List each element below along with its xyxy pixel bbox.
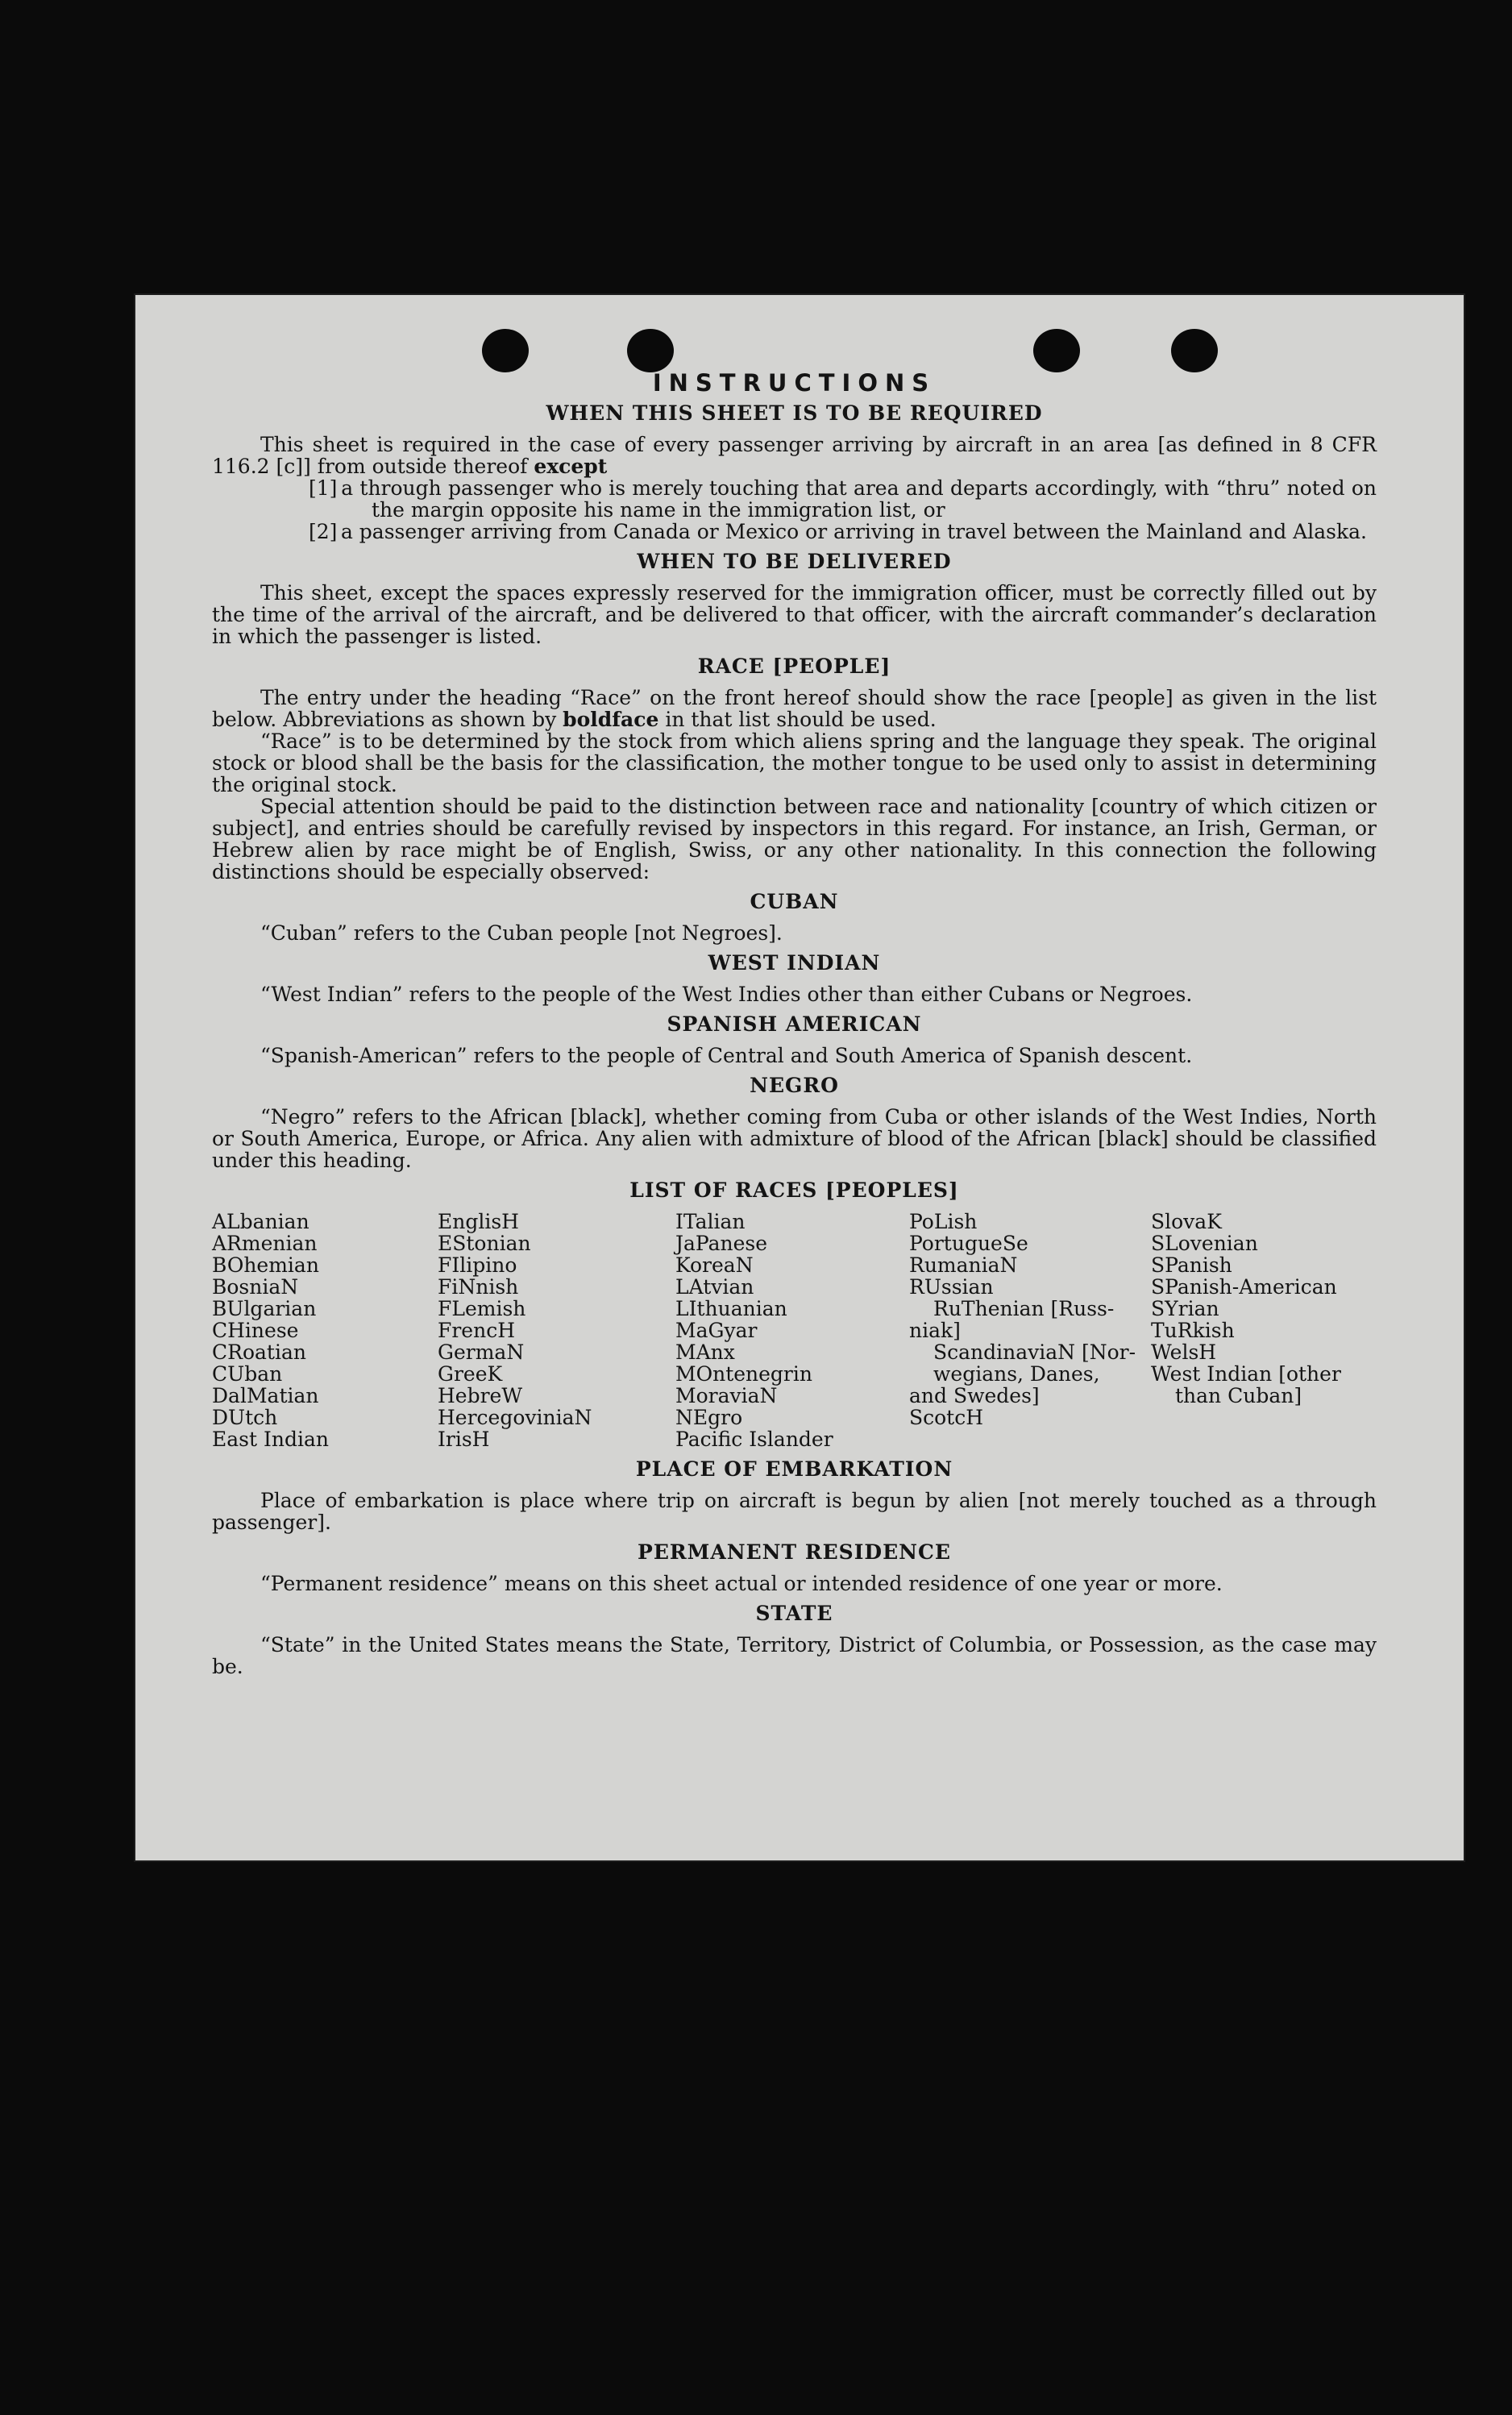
race-item: KoreaN [675, 1253, 754, 1277]
race-item: MaGyar [675, 1319, 758, 1342]
instructions-content [212, 369, 1377, 1678]
race-item: ALbanian [212, 1210, 309, 1233]
race-item: FLemish [438, 1297, 526, 1320]
race-item: RUssian [909, 1275, 994, 1299]
race-item: SPanish-American [1151, 1275, 1337, 1299]
punch-hole [482, 329, 529, 372]
race-item: ITalian [675, 1210, 746, 1233]
races-column-1 [212, 1211, 438, 1450]
paragraph-race-1: The entry under the heading “Race” on the front hereof should show the race [people] as given in the list below. Abbreviations as shown by boldface in that list should be used. [212, 686, 1377, 731]
paragraph-race-2: “Race” is to be determined by the stock from which aliens spring and the language they speak. The original stock or blood shall be the basis for the classification, the mother tongue to be used only to assist in determining the original stock. [212, 729, 1377, 796]
race-item-continuation: than Cuban] [1175, 1384, 1302, 1407]
paragraph-residence: “Permanent residence” means on this sheet actual or intended residence of one year or more. [260, 1572, 1223, 1595]
race-item: FIlipino [438, 1253, 517, 1277]
page-title: INSTRUCTIONS [652, 369, 937, 397]
race-item: NEgro [675, 1406, 743, 1429]
races-list [212, 1211, 1377, 1450]
race-item: SPanish [1151, 1253, 1232, 1277]
race-item: EStonian [438, 1232, 531, 1255]
race-item: ScotcH [909, 1406, 984, 1429]
paragraph-when-required: This sheet is required in the case of every passenger arriving by aircraft in an area [as defined in 8 CFR 116.2 [c]] from outside thereof except [212, 433, 1377, 478]
race-item: GreeK [438, 1362, 503, 1386]
paragraph-race-3: Special attention should be paid to the distinction between race and nationality [country of which citizen or subject], and entries should be carefully revised by inspectors in this regard. For instance, an Irish, German, or Hebrew alien by race might be of English, Swiss, or any other nationality. In this connection the following distinctions should be especially observed: [212, 795, 1377, 883]
heading-permanent-residence: PERMANENT RESIDENCE [638, 1540, 951, 1564]
race-item: JaPanese [675, 1232, 768, 1255]
race-item: PortugueSe [909, 1232, 1028, 1255]
race-item: LAtvian [675, 1275, 754, 1299]
races-column-5 [1151, 1211, 1377, 1450]
race-item: WelsH [1151, 1341, 1217, 1364]
race-item: DUtch [212, 1406, 278, 1429]
heading-spanish-american: SPANISH AMERICAN [667, 1012, 922, 1036]
race-item: FiNnish [438, 1275, 519, 1299]
heading-when-delivered: WHEN TO BE DELIVERED [637, 550, 952, 573]
punch-hole [627, 329, 674, 372]
paragraph-embarkation: Place of embarkation is place where trip on aircraft is begun by alien [not merely touched as a through passenger]. [212, 1489, 1377, 1534]
punch-hole [1033, 329, 1080, 372]
heading-race: RACE [PEOPLE] [697, 655, 891, 678]
race-item: BOhemian [212, 1253, 319, 1277]
race-item: CHinese [212, 1319, 299, 1342]
race-item: SlovaK [1151, 1210, 1222, 1233]
heading-place-of-embarkation: PLACE OF EMBARKATION [635, 1457, 953, 1481]
heading-cuban: CUBAN [750, 890, 839, 913]
paragraph-when-delivered: This sheet, except the spaces expressly reserved for the immigration officer, must be correctly filled out by the time of the arrival of the aircraft, and be delivered to that officer, with the aircraft commander’s declaration in which the passenger is listed. [212, 581, 1377, 648]
heading-when-required: WHEN THIS SHEET IS TO BE REQUIRED [546, 401, 1043, 425]
races-column-2 [438, 1211, 675, 1450]
race-item: EnglisH [438, 1210, 519, 1233]
list-item: [1] a through passenger who is merely touching that area and departs accordingly, with “thru” noted on the margin opposite his name in the immigration list, or [309, 476, 1377, 522]
race-item: DalMatian [212, 1384, 319, 1407]
heading-list-of-races: LIST OF RACES [PEOPLES] [629, 1178, 959, 1202]
races-column-3 [675, 1211, 909, 1450]
race-item: FrencH [438, 1319, 515, 1342]
race-item: MOntenegrin [675, 1362, 812, 1386]
race-item: MoraviaN [675, 1384, 778, 1407]
race-item: East Indian [212, 1428, 329, 1451]
heading-state: STATE [755, 1602, 833, 1625]
document-sheet [135, 295, 1464, 1860]
paragraph-spanish-american: “Spanish-American” refers to the people of Central and South America of Spanish descent. [260, 1044, 1193, 1067]
race-item: SYrian [1151, 1297, 1219, 1320]
race-item: HebreW [438, 1384, 523, 1407]
race-item: TuRkish [1151, 1319, 1235, 1342]
paragraph-cuban: “Cuban” refers to the Cuban people [not Negroes]. [260, 921, 783, 945]
race-item: PoLish [909, 1210, 978, 1233]
race-item: GermaN [438, 1341, 525, 1364]
punch-hole [1171, 329, 1218, 372]
race-item: LIthuanian [675, 1297, 787, 1320]
race-item: CRoatian [212, 1341, 306, 1364]
race-item: niak] [909, 1319, 961, 1342]
race-item: Pacific Islander [675, 1428, 833, 1451]
races-column-4 [909, 1211, 1151, 1450]
race-item-continuation: wegians, Danes, [933, 1362, 1100, 1386]
heading-negro: NEGRO [750, 1074, 839, 1097]
paragraph-negro: “Negro” refers to the African [black], whether coming from Cuba or other islands of the West Indies, North or South America, Europe, or Africa. Any alien with admixture of blood of the African [black] should be classified under this heading. [212, 1105, 1377, 1172]
race-item-continuation: RuThenian [Russ- [933, 1297, 1115, 1320]
race-item: BosniaN [212, 1275, 299, 1299]
race-item: HercegoviniaN [438, 1406, 592, 1429]
race-item: IrisH [438, 1428, 490, 1451]
race-item: ARmenian [212, 1232, 318, 1255]
paragraph-state: “State” in the United States means the State, Territory, District of Columbia, or Possession, as the case may be. [212, 1633, 1377, 1678]
race-item: SLovenian [1151, 1232, 1258, 1255]
race-item: West Indian [other [1151, 1362, 1341, 1386]
race-item: BUlgarian [212, 1297, 317, 1320]
paragraph-west-indian: “West Indian” refers to the people of the West Indies other than either Cubans or Negroes. [260, 983, 1193, 1006]
list-item: [2] a passenger arriving from Canada or Mexico or arriving in travel between the Mainland and Alaska. [309, 520, 1367, 543]
race-item: RumaniaN [909, 1253, 1018, 1277]
race-item: MAnx [675, 1341, 735, 1364]
heading-west-indian: WEST INDIAN [708, 951, 881, 975]
race-item-continuation: ScandinaviaN [Nor- [933, 1341, 1136, 1364]
race-item: and Swedes] [909, 1384, 1040, 1407]
race-item: CUban [212, 1362, 283, 1386]
